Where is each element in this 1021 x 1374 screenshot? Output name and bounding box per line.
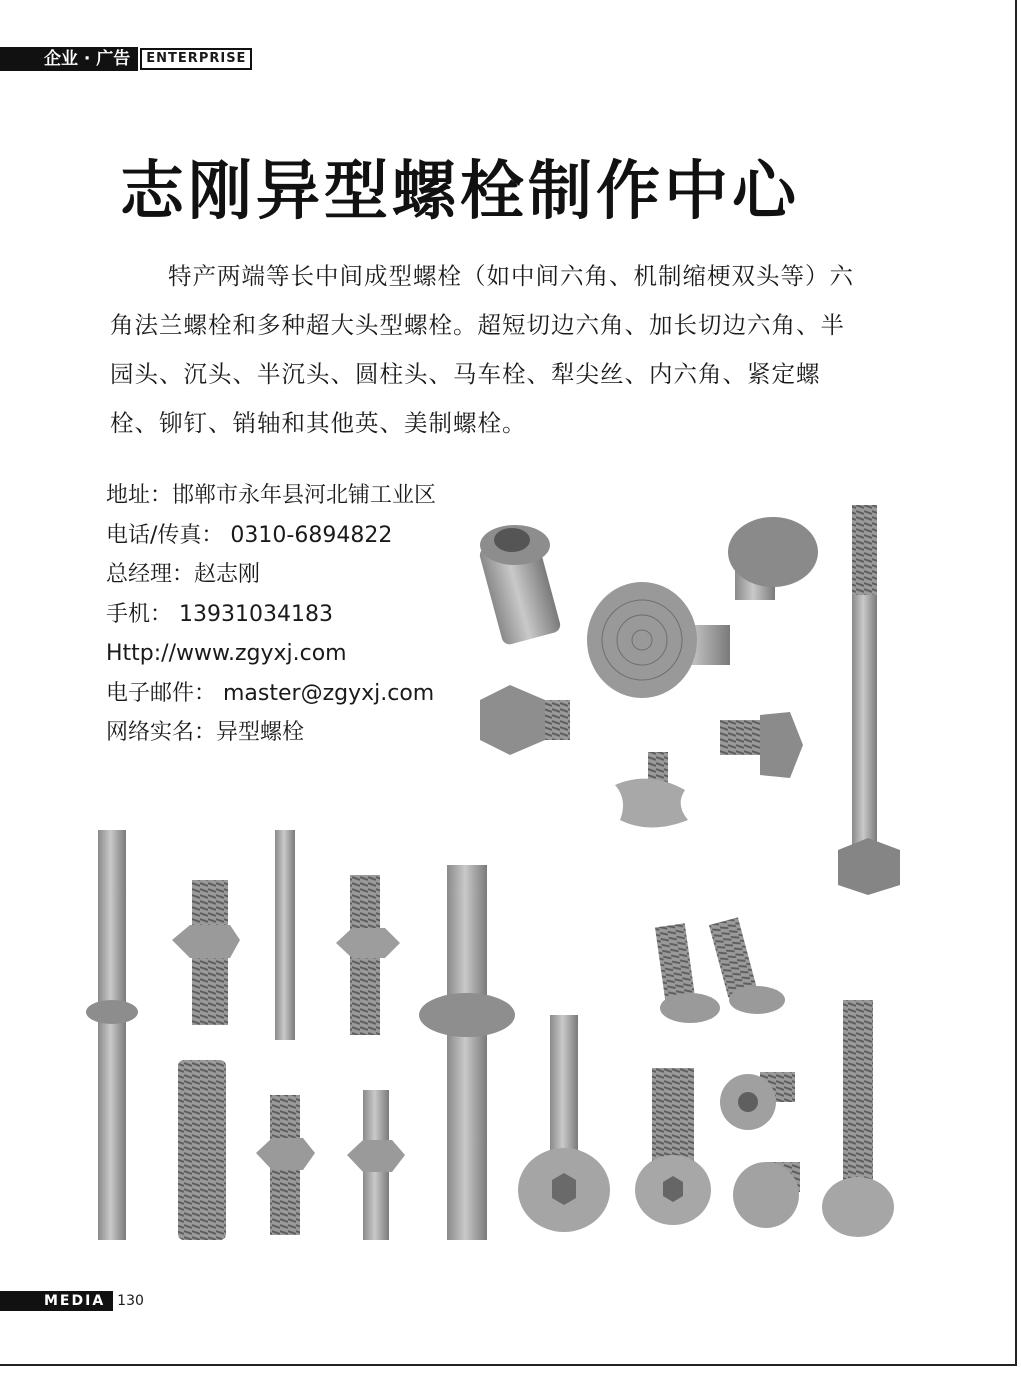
- long-flange-bolt: [838, 505, 900, 895]
- socket-cap-screw: [720, 1072, 795, 1130]
- manager-line: 总经理：赵志刚: [106, 562, 261, 587]
- netname-line: 网络实名：异型螺栓: [106, 720, 305, 745]
- hex-nut-bolt: [478, 525, 562, 646]
- flange-bolt: [480, 685, 570, 755]
- address-line: 地址：邯郸市永年县河北铺工业区: [106, 483, 437, 508]
- email-link[interactable]: 电子邮件： master@zgyxj.com: [106, 680, 435, 706]
- round-head-bolt: [587, 582, 730, 698]
- enterprise-badge: ENTERPRISE: [140, 48, 252, 70]
- small-hex-pin: [347, 1090, 405, 1240]
- full-thread-stud: [178, 1060, 226, 1240]
- star-knob: [615, 752, 688, 828]
- small-hex-stud: [256, 1095, 315, 1235]
- phone-line: 电话/传真： 0310-6894822: [106, 522, 393, 548]
- hex-bolt-short: [720, 712, 803, 778]
- countersunk-hex-socket: [518, 1015, 610, 1232]
- intro-paragraph: 特产两端等长中间成型螺栓（如中间六角、机制缩梗双头等）六角法兰螺栓和多种超大头型螺栓。超短切边六角、加长切边六角、半园头、沉头、半沉头、圆柱头、马车栓、犁尖丝、内六角、紧定螺栓、铆钉、销轴和其他英、美制螺栓。: [110, 262, 854, 437]
- mobile-line: 手机： 13931034183: [106, 601, 333, 627]
- media-brand: MEDIA: [0, 1291, 113, 1311]
- long-collar-pin: [419, 865, 515, 1240]
- page-footer: [0, 1291, 144, 1311]
- hex-center-stud: [336, 875, 400, 1035]
- pan-head-screw: [733, 1162, 800, 1228]
- long-phillips-screw: [822, 1000, 894, 1237]
- countersunk-screws: [655, 917, 785, 1023]
- section-label: 企业 · 广告: [0, 47, 138, 71]
- page-number: 130: [117, 1293, 144, 1309]
- long-pin-shoulder: [86, 830, 138, 1240]
- button-head-screw: [635, 1068, 711, 1225]
- carriage-bolt: [728, 517, 818, 600]
- page-title: 志刚异型螺栓制作中心: [120, 155, 800, 229]
- double-end-stud-hex: [172, 880, 240, 1025]
- thin-stepped-pin: [275, 830, 295, 1040]
- website-link[interactable]: Http://www.zgyxj.com: [106, 641, 347, 666]
